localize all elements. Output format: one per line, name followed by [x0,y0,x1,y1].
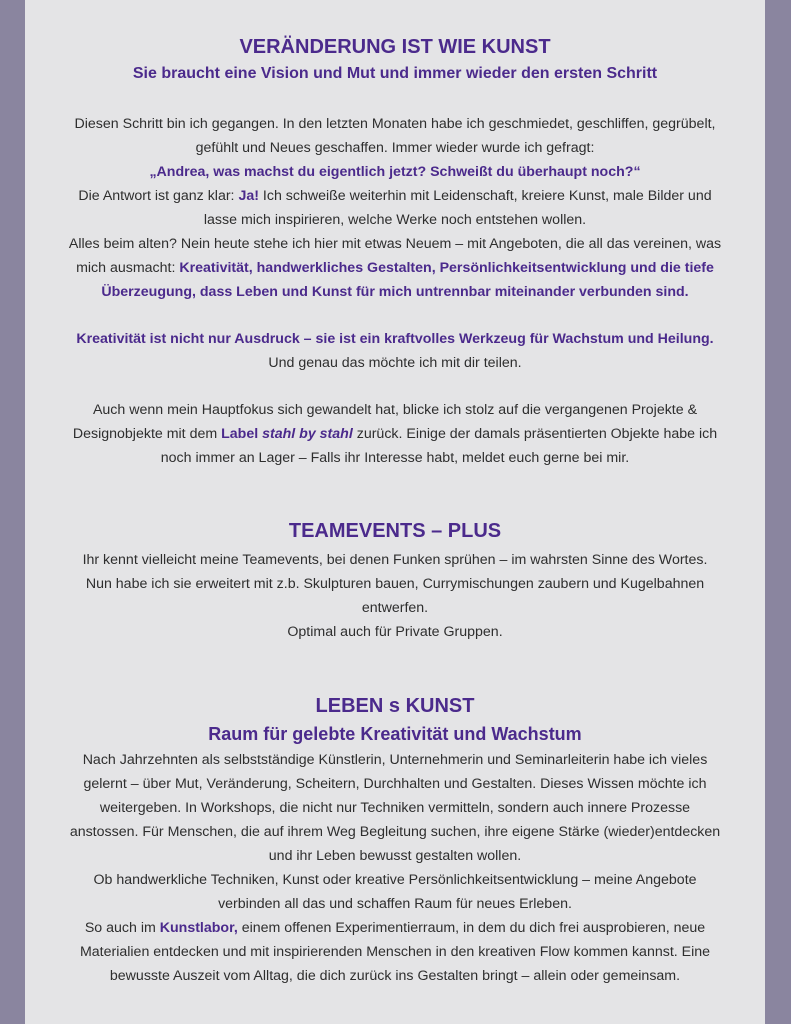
kunstlabor-post: einem offenen Experimentierraum, in dem du dich frei ausprobieren, neue [237,920,706,936]
content-panel [25,0,765,1024]
lebenskunst-line: Ob handwerkliche Techniken, Kunst oder kreative Persönlichkeitsentwicklung – meine Angebote [93,872,697,888]
lebenskunst-line: Nach Jahrzehnten als selbstständige Künstlerin, Unternehmerin und Seminarleiterin habe ich vieles [82,752,708,768]
answer-post: Ich schweiße weiterhin mit Leidenschaft, kreiere Kunst, male Bilder und [258,188,712,204]
alles-line-1: Alles beim alten? Nein heute stehe ich hier mit etwas Neuem – mit Angeboten, die all das vereinen, was [68,236,722,252]
lebenskunst-end-line: bewusste Auszeit vom Alltag, die dich zurück ins Gestalten bringt – allein oder gemeinsam. [109,968,681,984]
teamevents-title: TEAMEVENTS – PLUS [288,520,502,542]
kunstlabor-bold: Kunstlabor, [159,920,238,936]
lebenskunst-line: verbinden all das und schaffen Raum für neues Erleben. [218,896,572,912]
answer-pre: Die Antwort ist ganz klar: [78,188,239,204]
past-line-2 [25,422,765,446]
lebenskunst-line: und ihr Leben bewusst gestalten wollen. [268,848,522,864]
alles-line-2 [25,256,765,280]
intro-para-line: Diesen Schritt bin ich gegangen. In den letzten Monaten habe ich geschmiedet, geschliffen, gegrübelt, [74,116,716,132]
teamevents-line: Ihr kennt vielleicht meine Teamevents, bei denen Funken sprühen – im wahrsten Sinne des Wortes. [82,552,708,568]
past-projects-block [25,398,765,470]
alles-line-3: Überzeugung, dass Leben und Kunst für mich untrennbar miteinander verbunden sind. [101,284,689,300]
lebenskunst-line: gelernt – über Mut, Veränderung, Scheitern, Durchhalten und Gestalten. Dieses Wissen möchte ich [83,776,707,792]
lebenskunst-title: LEBEN s KUNST [315,695,475,717]
lebenskunst-body [25,748,765,988]
past-label: Label [221,426,263,442]
intro-section [25,35,765,84]
past-line-1: Auch wenn mein Hauptfokus sich gewandelt hat, blicke ich stolz auf die vergangenen Projekte & [92,402,698,418]
kunstlabor-line [25,916,765,940]
answer-bold: Ja! [238,188,259,204]
statement-block [25,327,765,375]
kunstlabor-pre: So auch im [84,920,160,936]
intro-subtitle: Sie braucht eine Vision und Mut und immer wieder den ersten Schritt [132,65,658,82]
teamevents-body [25,548,765,644]
past-label-italic: stahl by stahl [262,426,353,442]
intro-quote: „Andrea, was machst du eigentlich jetzt? Schweißt du überhaupt noch?“ [149,164,641,180]
answer-line-2: lasse mich inspirieren, welche Werke noch entstehen wollen. [203,212,587,228]
past-line-3: noch immer an Lager – Falls ihr Interesse habt, meldet euch gerne bei mir. [160,450,630,466]
answer-line [25,184,765,208]
intro-title: VERÄNDERUNG IST WIE KUNST [239,36,551,58]
lebenskunst-line: anstossen. Für Menschen, die auf ihrem Weg Begleitung suchen, ihre eigene Stärke (wieder)entdecken [69,824,721,840]
statement-bold: Kreativität ist nicht nur Ausdruck – sie ist ein kraftvolles Werkzeug für Wachstum und Heilung. [76,331,714,347]
past-line-2-post: zurück. Einige der damals präsentierten Objekte habe ich [352,426,718,442]
teamevents-section [25,519,765,644]
lebenskunst-subtitle: Raum für gelebte Kreativität und Wachstum [208,724,582,744]
intro-body [25,112,765,304]
alles-line-2-bold: Kreativität, handwerkliches Gestalten, Persönlichkeitsentwicklung und die tiefe [179,260,714,276]
label-stahl-by-stahl [221,426,353,442]
lebenskunst-line: weitergeben. In Workshops, die nicht nur Techniken vermitteln, sondern auch innere Prozesse [99,800,691,816]
statement-line-2: Und genau das möchte ich mit dir teilen. [268,355,522,371]
teamevents-line: Nun habe ich sie erweitert mit z.b. Skulpturen bauen, Currymischungen zaubern und Kugelbahnen [85,576,705,592]
past-line-2-pre: Designobjekte mit dem [72,426,222,442]
teamevents-line: entwerfen. [361,600,429,616]
lebenskunst-end-line: Materialien entdecken und mit inspirierenden Menschen in den kreativen Flow kommen kannst. Eine [79,944,711,960]
lebenskunst-section [25,694,765,988]
intro-para-line: gefühlt und Neues geschaffen. Immer wieder wurde ich gefragt: [195,140,595,156]
alles-line-2-pre: mich ausmacht: [76,260,180,276]
teamevents-line: Optimal auch für Private Gruppen. [287,624,503,640]
